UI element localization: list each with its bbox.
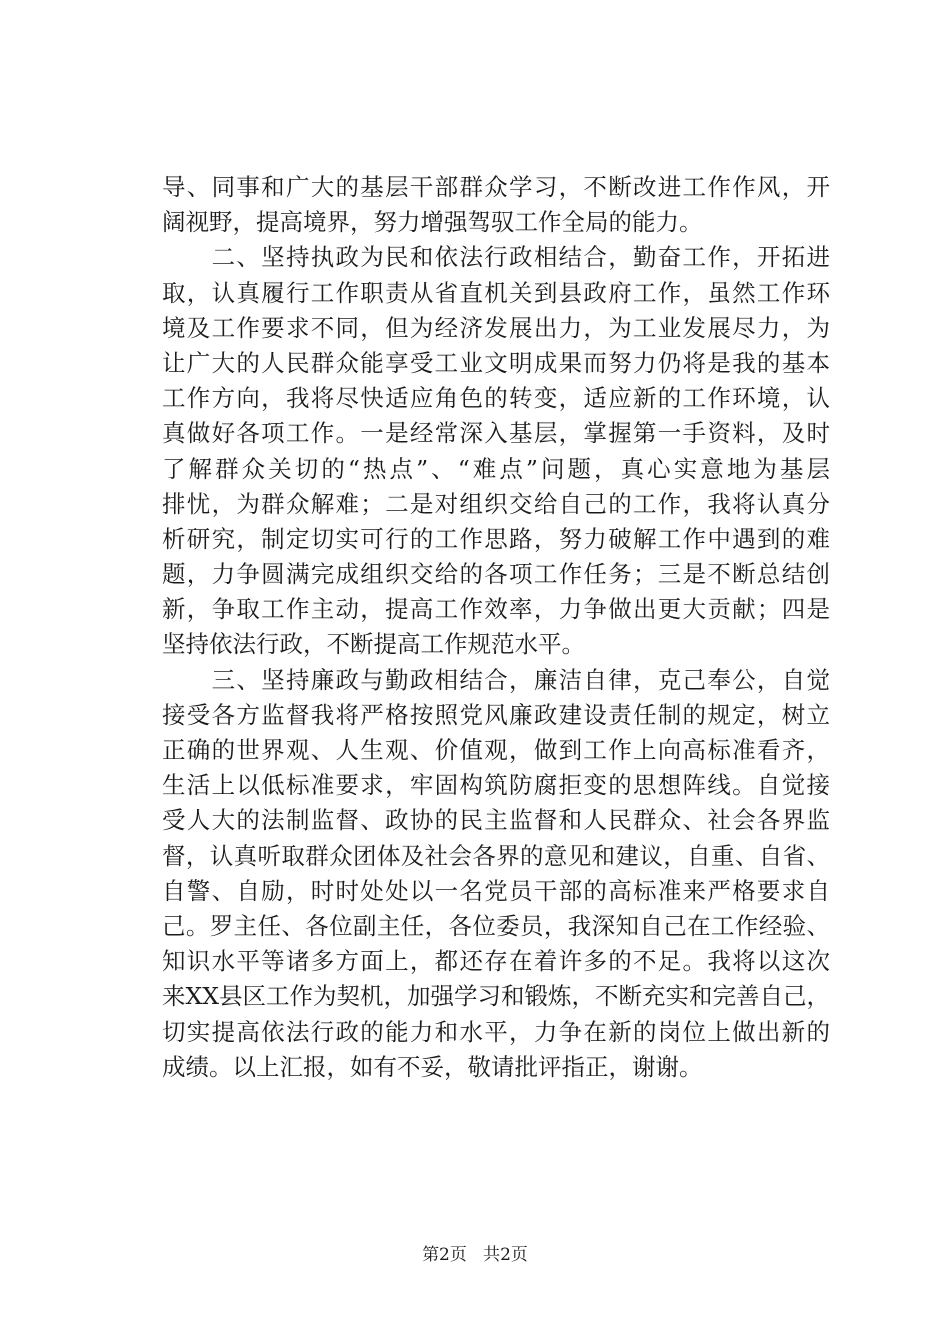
page-footer	[0, 1243, 950, 1267]
text-line: 三、坚持廉政与勤政相结合，廉洁自律，克己奉公，自觉	[162, 665, 830, 694]
text-line: 生活上以低标准要求，牢固构筑防腐拒变的思想阵线。自觉接	[162, 771, 830, 800]
text-line: 来XX县区工作为契机，加强学习和锻炼，不断充实和完善自己，	[162, 982, 830, 1011]
text-line: 析研究，制定切实可行的工作思路，努力破解工作中遇到的难	[162, 524, 830, 553]
text-line: 工作方向，我将尽快适应角色的转变，适应新的工作环境，认	[162, 384, 830, 413]
text-line: 正确的世界观、人生观、价值观，做到工作上向高标准看齐，	[162, 736, 830, 764]
text-line: 了解群众关切的“热点”、“难点”问题，真心实意地为基层	[162, 454, 830, 483]
page-number: 第2页	[422, 1245, 467, 1265]
text-line: 二、坚持执政为民和依法行政相结合，勤奋工作，开拓进	[162, 243, 830, 272]
text-line: 排忧，为群众解难；二是对组织交给自己的工作，我将认真分	[162, 489, 830, 518]
text-line: 导、同事和广大的基层干部群众学习，不断改进工作作风，开	[162, 173, 830, 201]
text-line: 题，力争圆满完成组织交给的各项工作任务；三是不断总结创	[162, 560, 830, 589]
text-line: 真做好各项工作。一是经常深入基层，掌握第一手资料，及时	[162, 419, 830, 448]
footer-separator	[472, 1245, 477, 1265]
text-line: 受人大的法制监督、政协的民主监督和人民群众、社会各界监	[162, 806, 830, 835]
document-body	[162, 170, 830, 1085]
text-line: 让广大的人民群众能享受工业文明成果而努力仍将是我的基本	[162, 348, 830, 377]
text-line: 阔视野，提高境界，努力增强驾驭工作全局的能力。	[162, 208, 703, 237]
text-line: 接受各方监督我将严格按照党风廉政建设责任制的规定，树立	[162, 700, 830, 729]
text-line: 新，争取工作主动，提高工作效率，力争做出更大贡献；四是	[162, 595, 830, 624]
text-line: 成绩。以上汇报，如有不妥，敬请批评指正，谢谢。	[162, 1052, 703, 1081]
text-line: 坚持依法行政，不断提高工作规范水平。	[162, 630, 585, 659]
text-line: 切实提高依法行政的能力和水平，力争在新的岗位上做出新的	[162, 1017, 830, 1046]
text-line: 知识水平等诸多方面上，都还存在着许多的不足。我将以这次	[162, 947, 830, 976]
text-line: 取，认真履行工作职责从省直机关到县政府工作，虽然工作环	[162, 278, 830, 307]
page-total: 共2页	[483, 1245, 528, 1265]
text-line: 督，认真听取群众团体及社会各界的意见和建议，自重、自省、	[162, 841, 830, 870]
text-line: 己。罗主任、各位副主任，各位委员，我深知自己在工作经验、	[162, 911, 830, 940]
text-line: 自警、自励，时时处处以一名党员干部的高标准来严格要求自	[162, 876, 830, 905]
text-line: 境及工作要求不同，但为经济发展出力，为工业发展尽力，为	[162, 313, 830, 342]
